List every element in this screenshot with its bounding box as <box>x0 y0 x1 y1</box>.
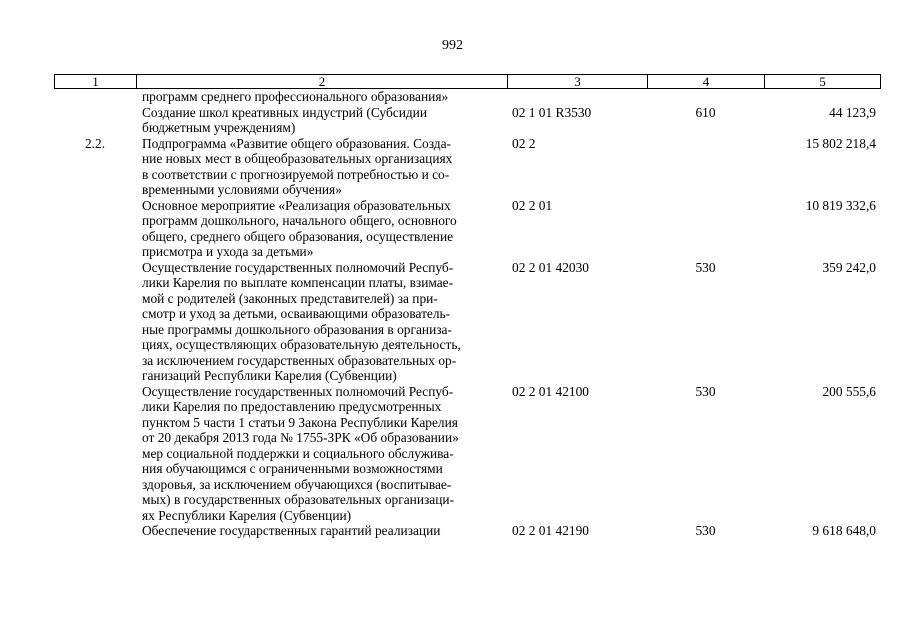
row-description-line: лики Карелия по выплате компенсации платы, взимае- <box>142 275 454 290</box>
row-amount: 9 618 648,0 <box>812 523 876 538</box>
row-description-line: мой с родителей (законных представителей) за при- <box>142 290 438 306</box>
row-description-line: программ среднего профессионального образования» <box>142 89 449 104</box>
row-code: 02 2 01 42190 <box>512 523 589 538</box>
column-header-1: 1 <box>55 75 137 89</box>
row-description-line: программ дошкольного, начального общего, основного <box>142 213 457 228</box>
row-description-line: общего, среднего общего образования, осуществление <box>142 228 454 244</box>
table-row <box>54 105 880 136</box>
row-amount: 10 819 332,6 <box>805 197 876 213</box>
row-description <box>136 260 507 384</box>
row-amount: 44 123,9 <box>829 104 876 120</box>
column-number-header <box>54 74 881 89</box>
row-description-line: мер социальной поддержки и социального обслужива- <box>142 445 454 461</box>
row-expense-type: 610 <box>695 104 716 120</box>
row-expense-type: 530 <box>695 259 716 275</box>
table-row <box>54 260 880 384</box>
column-header-5: 5 <box>765 75 881 89</box>
table-row <box>54 89 880 105</box>
row-code: 02 2 01 <box>512 197 553 213</box>
column-header-2: 2 <box>137 75 508 89</box>
column-header-4: 4 <box>648 75 765 89</box>
row-amount: 359 242,0 <box>822 259 876 275</box>
row-description-line: Основное мероприятие «Реализация образовательных <box>142 197 451 213</box>
row-description-line: ях Республики Карелия (Субвенции) <box>142 507 352 523</box>
row-description-line: присмотра и ухода за детьми» <box>142 244 314 259</box>
row-description <box>136 384 507 524</box>
row-description-line: циях, осуществляющих образовательную деятельность, <box>142 337 461 352</box>
row-description-line: в соответствии с прогнозируемой потребностью и со- <box>142 166 450 182</box>
row-description-line: ные программы дошкольного образования в организа- <box>142 321 452 337</box>
column-header-3: 3 <box>508 75 648 89</box>
row-description-line: смотр и уход за детьми, осваивающими образователь- <box>142 306 451 321</box>
row-description-line: Осуществление государственных полномочий Респуб- <box>142 259 454 275</box>
row-description <box>136 198 507 260</box>
row-expense-type: 530 <box>695 523 716 538</box>
row-code: 02 2 01 42030 <box>512 259 589 275</box>
row-description-line: бюджетным учреждениям) <box>142 120 296 135</box>
row-description-line: временными условиями обучения» <box>142 182 342 197</box>
row-amount: 15 802 218,4 <box>805 135 876 151</box>
row-description-line: лики Карелия по предоставлению предусмотренных <box>142 399 442 414</box>
row-description-line: за исключением государственных образовательных ор- <box>142 352 457 368</box>
row-description-line: от 20 декабря 2013 года № 1755-ЗРК «Об образовании» <box>142 430 459 445</box>
row-number: 2.2. <box>84 135 106 151</box>
row-description <box>136 105 507 136</box>
row-description-line: здоровья, за исключением обучающихся (воспитывае- <box>142 476 452 492</box>
row-description-line: Создание школ креативных индустрий (Субсидии <box>142 104 428 120</box>
row-code: 02 1 01 R3530 <box>512 104 592 120</box>
table-row <box>54 384 880 524</box>
row-description-line: Обеспечение государственных гарантий реализации <box>142 523 441 538</box>
row-description-line: Подпрограмма «Развитие общего образования. Созда- <box>142 135 451 151</box>
row-description <box>136 89 507 105</box>
row-expense-type: 530 <box>695 383 716 399</box>
page-number: 992 <box>442 38 463 53</box>
row-amount: 200 555,6 <box>822 383 876 399</box>
row-description <box>136 136 507 198</box>
table-row <box>54 136 880 198</box>
table-row <box>54 523 880 539</box>
row-description-line: ние новых мест в общеобразовательных организациях <box>142 151 453 166</box>
row-description-line: мых) в государственных образовательных организаци- <box>142 492 455 507</box>
row-description-line: Осуществление государственных полномочий Респуб- <box>142 383 454 399</box>
row-description-line: пунктом 5 части 1 статьи 9 Закона Республики Карелия <box>142 414 458 430</box>
row-code: 02 2 <box>512 135 536 151</box>
row-code: 02 2 01 42100 <box>512 383 589 399</box>
table-body <box>54 89 880 539</box>
table-row <box>54 198 880 260</box>
row-description-line: ния обучающимся с ограниченными возможностями <box>142 461 443 476</box>
row-description-line: ганизаций Республики Карелия (Субвенции) <box>142 368 397 383</box>
row-description <box>136 523 507 539</box>
